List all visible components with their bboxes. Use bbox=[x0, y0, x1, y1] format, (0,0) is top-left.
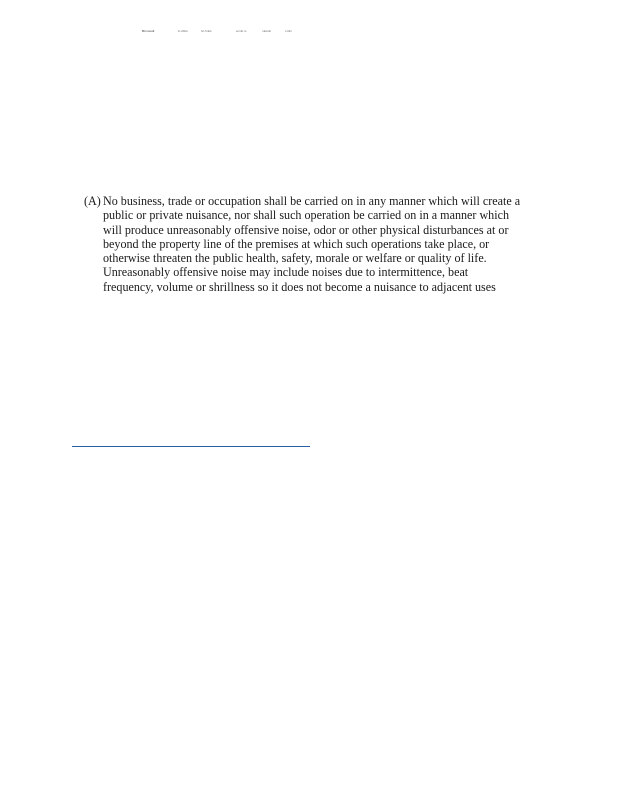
header-fragment: c.ltlm bbox=[285, 29, 292, 33]
header-fragment: scmlt.m bbox=[236, 29, 247, 33]
clause-label: (A) bbox=[84, 194, 101, 208]
clause-line: beyond the property line of the premises at which such operations take place, or bbox=[103, 236, 490, 251]
clause-a bbox=[84, 194, 544, 294]
clause-line: No business, trade or occupation shall be carried on in any manner which will create a bbox=[103, 194, 521, 208]
clause-line: otherwise threaten the public health, safety, morale or welfare or quality of life. bbox=[103, 251, 487, 266]
header-fragment: hn.fmlts bbox=[201, 29, 212, 33]
footnote-separator bbox=[72, 446, 310, 447]
page-header bbox=[0, 29, 618, 35]
clause-text bbox=[103, 194, 544, 294]
header-fragment: ln.cllbm bbox=[178, 29, 189, 33]
header-fragment: mlamb bbox=[262, 29, 272, 33]
header-fragment: Bl.mouslt bbox=[142, 29, 155, 33]
clause-line: public or private nuisance, nor shall such operation be carried on in a manner which bbox=[103, 208, 510, 223]
clause-line: Unreasonably offensive noise may include noises due to intermittence, beat bbox=[103, 265, 469, 280]
clause-line: will produce unreasonably offensive noise, odor or other physical disturbances at or bbox=[103, 222, 509, 237]
clause-line: frequency, volume or shrillness so it does not become a nuisance to adjacent uses bbox=[103, 279, 496, 294]
